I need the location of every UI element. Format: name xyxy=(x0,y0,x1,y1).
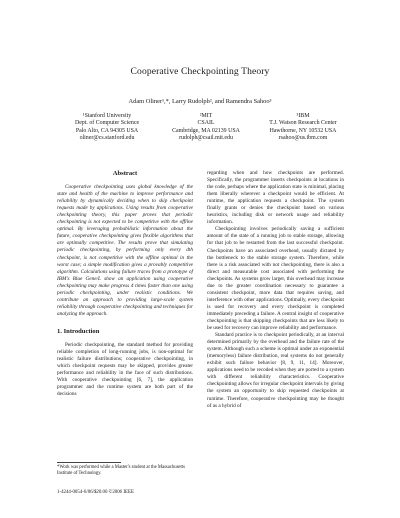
abstract-heading: Abstract xyxy=(112,170,138,177)
affiliation-stanford xyxy=(62,113,152,143)
right-column xyxy=(207,170,344,410)
abstract-body: Cooperative checkpointing uses global knowledge of the state and health of the machine to improve performance and reliability by dynamically deciding when to skip checkpoint requests made by applications. Using results from cooperative checkpointing theory, this paper proves that periodic checkpointing is not expected to be competitive with the offline optimal. By leveraging probabilistic information about the future, cooperative checkpointing gives flexible algorithms that are optimally competitive. The results prove that simulating periodic checkpointing, by performing only every dth checkpoint, is not competitive with the offline optimal in the worst case; a simple modification gives a provably competitive algorithm. Calculations using failure traces from a prototype of IBM's Blue Gene/L show an application using cooperative checkpointing may make progress 4 times faster than one using periodic checkpointing, under realistic conditions. We contribute an approach to providing large-scale system reliability through cooperative checkpointing and techniques for analyzing the approach. xyxy=(57,184,193,317)
body-paragraph: regarding when and how checkpoints are performed. Specifically, the programmer inserts checkpoints at locations in the code, perhaps where the application state is minimal, placing them liberally wherever a checkpoint would be efficient. At runtime, the application requests a checkpoint. The system finally grants or denies the checkpoint based on various heuristics, including disk or network usage and reliability information. xyxy=(207,170,344,226)
email: rsahoo@us.ibm.com xyxy=(278,135,328,142)
affiliation-line: CSAIL xyxy=(197,120,215,127)
affiliation-line: ³IBM xyxy=(296,113,310,119)
paper-title: Cooperative Checkpointing Theory xyxy=(130,66,270,77)
footnote: *Work was performed while a Master's student at the Massachusetts Institute of Technology. xyxy=(57,465,185,476)
affiliation-line: ²MIT xyxy=(199,113,213,119)
body-paragraph: Standard practice is to checkpoint periodically, at an interval determined primarily by the overhead and the failure rate of the system. Although such a scheme is optimal under an exponential (memoryless) failure distribution, real systems do not generally exhibit such failure behavior [8, 9, 11, 14]. Moreover, applications need to be recoded when they are ported to a system with different reliability characteristics. Cooperative checkpointing allows for irregular checkpoint intervals by giving the system an opportunity to skip requested checkpoints at runtime. Therefore, cooperative checkpointing may be thought of as a hybrid of xyxy=(207,332,344,409)
affiliation-line: Dept. of Computer Science xyxy=(74,120,140,127)
author-list: Adam Oliner¹,*, Larry Rudolph², and Ramendra Sahoo³ xyxy=(128,98,272,105)
affiliation-line: Cambridge, MA 02139 USA xyxy=(172,127,240,134)
affiliation-line: Palo Alto, CA 94305 USA xyxy=(75,127,139,134)
affiliation-line: T.J. Watson Research Center xyxy=(269,120,337,127)
email: rudolph@csail.mit.edu xyxy=(179,135,233,142)
affiliation-line: Hawthorne, NY 10532 USA xyxy=(269,127,337,134)
email: oliner@cs.stanford.edu xyxy=(79,135,135,142)
footnote-rule xyxy=(57,462,121,463)
affiliation-ibm xyxy=(254,113,352,143)
copyright-footer: 1-4244-0054-6/06/$20.00 ©2006 IEEE xyxy=(57,490,134,495)
left-column xyxy=(57,170,193,398)
body-paragraph: Checkpointing involves periodically saving a sufficient amount of the state of a running job to stable storage, allowing for that job to be restarted from the last successful checkpoint. Checkpoints have an associated overhead, usually dictated by the bottleneck to the stable storage system. Therefore, while there is a risk associated with not checkpointing, there is also a direct and measurable cost associated with performing the checkpoints. As systems grow larger, this overhead may increase due to the greater coordination necessary to guarantee a consistent checkpoint, more data that requires saving, and interference with other applications. Optimally, every checkpoint is used for recovery and every checkpoint is completed immediately preceding a failure. A central insight of cooperative checkpointing is that skipping checkpoints that are less likely to be used for recovery can improve reliability and performance. xyxy=(207,226,344,332)
affiliation-line: ¹Stanford University xyxy=(82,113,132,119)
affiliation-mit xyxy=(160,113,252,143)
intro-paragraph: Periodic checkpointing, the standard method for providing reliable completion of long-running jobs, is non-optimal for realistic failure distributions; cooperative checkpointing, in which checkpoint requests may be skipped, provides greater performance and reliability in the face of such distributions. With cooperative checkpointing [6, 7], the application programmer and the runtime system are both part of the decisions xyxy=(57,341,193,398)
section-heading-introduction: 1. Introduction xyxy=(57,327,100,335)
